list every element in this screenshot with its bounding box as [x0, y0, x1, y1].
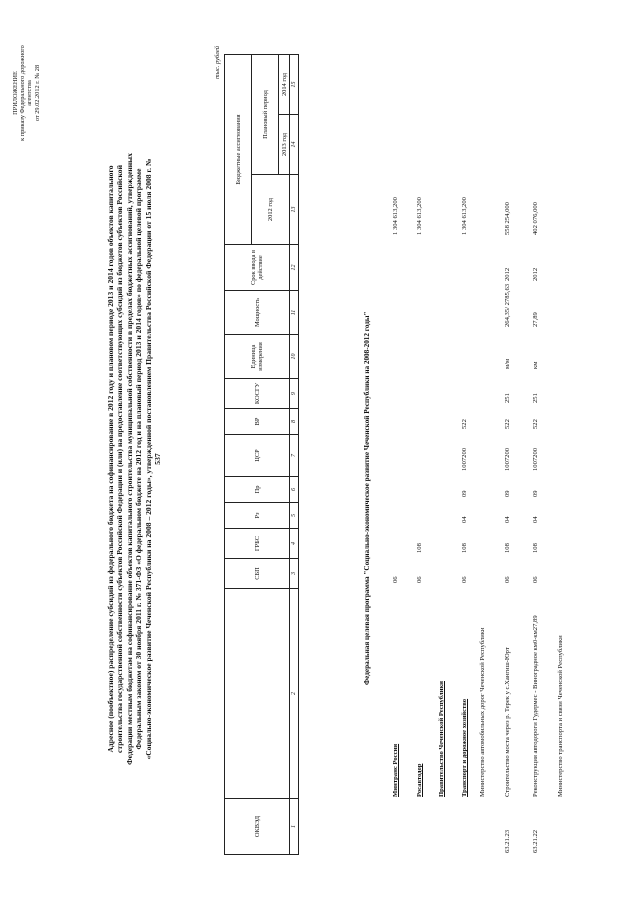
- cell-vr: 522: [461, 419, 468, 429]
- cell-sbp: 06: [461, 576, 468, 583]
- col-rz: Рз: [225, 503, 290, 529]
- column-number: 13: [290, 175, 299, 245]
- col-sbp: СБП: [225, 559, 290, 589]
- cell-y2012: 1 304 613,200: [461, 197, 468, 235]
- col-kosgu: КОСГУ: [225, 379, 290, 409]
- col-okved: ОКВЭД: [225, 799, 290, 855]
- cell-grbs: 108: [504, 543, 511, 553]
- column-number: 4: [290, 529, 299, 559]
- column-number: 11: [290, 291, 299, 335]
- cell-y2012: 402 076,000: [532, 202, 539, 235]
- column-number: 3: [290, 559, 299, 589]
- column-number: 1: [290, 799, 299, 855]
- col-grbs: ГРБС: [225, 529, 290, 559]
- cell-y2012: 1 304 613,200: [416, 197, 423, 235]
- cell-rz: 04: [461, 516, 468, 523]
- cell-power: 264,35/ 2785,63: [504, 283, 511, 327]
- document-header: Адресное (пообъектное) распределение субсидий из федерального бюджета на софинансирование в 2012 году и плановом периоде 2013 и 2014 годов объектов капитального строительства государственной собственности субъектов Российской Федерации и (или) на предоставление соответствующих субсидий из бюджетов субъектов Российской Федерации местным бюджетам на софинансирование объектов капитального строительства муниципальной собственности в пределах бюджетных ассигнований, утвержденных Федеральным законом от 30 ноября 2011 г. № 371-ФЗ «О федеральном бюджете на 2012 год и на плановый период 2013 и 2014 годов» по федеральной целевой программе «Социально-экономическое развитие Чеченской Республики на 2008 – 2012 годы», утвержденной постановлением Правительства Российской Федерации от 15 июля 2008 г. № 537: [106, 153, 163, 765]
- cell-grbs: 108: [461, 543, 468, 553]
- table-row: [503, 55, 512, 855]
- column-number: 12: [290, 245, 299, 291]
- cell-name: Реконструкция автодороги Гудермес - Виноградное км0-км27,89: [532, 615, 539, 797]
- cell-sbp: 06: [392, 576, 399, 583]
- program-title: Федеральная целевая программа "Социально-экономическое развитие Чеченской Республики на 2008-2012 годы": [363, 311, 371, 685]
- table-row: [478, 55, 487, 855]
- column-number: 8: [290, 409, 299, 435]
- appendix-order: к приказу Федерального дорожного: [19, 45, 27, 141]
- cell-name: Транспорт и дорожное хозяйство: [461, 698, 468, 797]
- cell-pr: 09: [504, 490, 511, 497]
- cell-csr: 1007200: [532, 447, 539, 471]
- col-2012: 2012 год: [252, 175, 290, 245]
- cell-grbs: 108: [416, 543, 423, 553]
- cell-sbp: 06: [504, 576, 511, 583]
- appendix-block: [12, 33, 41, 153]
- cell-csr: 1007200: [504, 447, 511, 471]
- col-unit: Единица измерения: [225, 335, 290, 379]
- column-number: 14: [290, 115, 299, 175]
- appendix-title: ПРИЛОЖЕНИЕ: [12, 71, 19, 115]
- col-vr: ВР: [225, 409, 290, 435]
- col-plan: Плановый период: [252, 54, 279, 174]
- cell-okved: 63.21.22: [532, 829, 539, 853]
- cell-name: Министерство автомобильных дорог Чеченской Республики: [479, 627, 486, 797]
- column-number: 6: [290, 477, 299, 503]
- table-row: [556, 55, 565, 855]
- cell-unit: км: [532, 361, 539, 369]
- col-2014: 2014 год: [279, 54, 290, 114]
- appendix-date: от 29.02.2012 г. № 28: [33, 64, 41, 122]
- column-numbers-row: [290, 54, 299, 854]
- table-row: [460, 55, 469, 855]
- cell-csr: 1007200: [461, 447, 468, 471]
- table-row: [391, 55, 400, 855]
- allocation-table-header: [224, 54, 299, 855]
- table-row: [531, 55, 540, 855]
- cell-name: Росавтодор: [416, 763, 423, 797]
- cell-vr: 522: [504, 419, 511, 429]
- col-pr: Пр: [225, 477, 290, 503]
- cell-sbp: 06: [416, 576, 423, 583]
- cell-power: 27,89: [532, 312, 539, 327]
- cell-pr: 09: [532, 490, 539, 497]
- table-row: [437, 55, 446, 855]
- column-number: 7: [290, 435, 299, 477]
- col-power: Мощность: [225, 291, 290, 335]
- unit-label: тыс. рублей: [214, 46, 221, 79]
- cell-rz: 04: [532, 516, 539, 523]
- col-csr: ЦСР: [225, 435, 290, 477]
- cell-grbs: 108: [532, 543, 539, 553]
- column-number: 9: [290, 379, 299, 409]
- cell-y2012: 1 304 613,200: [392, 197, 399, 235]
- cell-sbp: 06: [532, 576, 539, 583]
- cell-rz: 04: [504, 516, 511, 523]
- col-name: [225, 589, 290, 799]
- appendix-agency: агентства: [26, 80, 34, 106]
- col-2013: 2013 год: [279, 115, 290, 175]
- cell-kosgu: 251: [504, 393, 511, 403]
- cell-pr: 09: [461, 490, 468, 497]
- cell-term: 2012: [532, 267, 539, 281]
- column-number: 5: [290, 503, 299, 529]
- cell-kosgu: 251: [532, 393, 539, 403]
- cell-y2012: 558 254,000: [504, 202, 511, 235]
- column-number: 10: [290, 335, 299, 379]
- cell-vr: 522: [532, 419, 539, 429]
- cell-okved: 63.21.23: [504, 829, 511, 853]
- column-number: 2: [290, 589, 299, 799]
- cell-name: Правительство Чеченской Республики: [438, 681, 445, 797]
- col-term: Срок ввода в действие: [225, 245, 290, 291]
- cell-unit: м/м: [504, 358, 511, 369]
- col-budget: Бюджетные ассигнования: [225, 54, 252, 244]
- cell-name: Минтранс России: [392, 743, 399, 797]
- cell-term: 2012: [504, 267, 511, 281]
- cell-name: Министерство транспорта и связи Чеченской Республики: [557, 635, 564, 797]
- column-number: 15: [290, 54, 299, 114]
- cell-name: Строительство моста через р. Терек у с.Хангиш-Юрт: [504, 647, 511, 797]
- table-row: [415, 55, 424, 855]
